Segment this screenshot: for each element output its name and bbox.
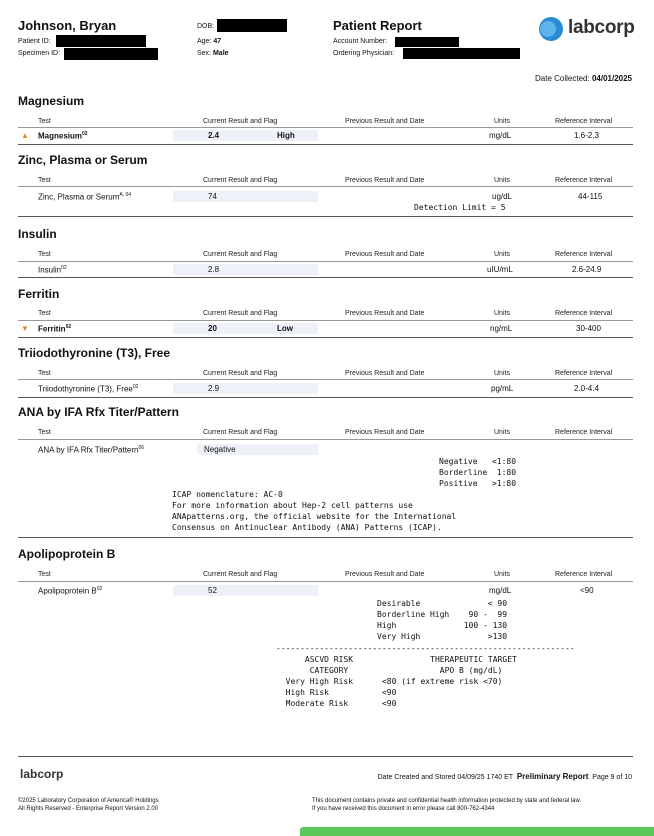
col-previous: Previous Result and Date (345, 429, 425, 436)
redaction-box (64, 48, 158, 60)
divider (18, 379, 633, 380)
reference-value: 2.0-4.4 (574, 384, 599, 393)
col-previous: Previous Result and Date (345, 370, 425, 377)
units-value: ug/dL (492, 192, 513, 201)
col-previous: Previous Result and Date (345, 571, 425, 578)
patient-name: Johnson, Bryan (18, 18, 117, 33)
sex-label: Sex: (197, 50, 212, 57)
col-units: Units (494, 251, 510, 258)
col-units: Units (494, 118, 510, 125)
confidential-notice (312, 797, 581, 813)
created-value: 04/09/25 1740 ET (457, 774, 513, 781)
result-value: 20 (208, 324, 217, 333)
section-title-ana: ANA by IFA Rfx Titer/Pattern (18, 405, 179, 419)
redaction-box (217, 19, 287, 32)
result-shade (173, 264, 318, 275)
test-name: Magnesium$^{02}$ (38, 131, 88, 141)
patient-id-label: Patient ID: (18, 38, 51, 45)
ana-ranges: Negative <1:80 Borderline 1:80 Positive >1:80 (439, 457, 517, 488)
section-title-zinc: Zinc, Plasma or Serum (18, 153, 148, 167)
col-current: Current Result and Flag (203, 251, 278, 258)
reference-value: <90 (580, 586, 594, 595)
divider (18, 581, 633, 582)
section-title-insulin: Insulin (18, 227, 57, 241)
col-units: Units (494, 177, 510, 184)
col-test: Test (38, 310, 51, 317)
section-title-t3: Triiodothyronine (T3), Free (18, 346, 171, 360)
age-value: 47 (213, 38, 222, 45)
units-value: mg/dL (489, 586, 512, 595)
units-value: mg/dL (489, 131, 512, 140)
redaction-box (56, 35, 146, 47)
reference-value: 2.6-24.9 (572, 265, 602, 274)
col-reference: Reference Interval (555, 310, 613, 317)
result-value: Negative (204, 445, 236, 454)
section-title-apob: Apolipoprotein B (18, 547, 116, 561)
age-label: Age: (197, 38, 212, 45)
units-value: ng/mL (490, 324, 513, 333)
dob-label: DOB: (197, 23, 215, 30)
result-value: 74 (208, 192, 217, 201)
divider (18, 216, 633, 217)
col-reference: Reference Interval (555, 429, 613, 436)
test-name: Apolipoprotein $B^{02}$ (38, 586, 103, 596)
copyright-line: All Rights Reserved - Enterprise Report Version 2.00 (18, 806, 159, 812)
result-value: 2.8 (208, 265, 220, 274)
divider (18, 439, 633, 440)
col-test: Test (38, 370, 51, 377)
divider (18, 186, 633, 187)
result-shade (173, 191, 318, 202)
col-reference: Reference Interval (555, 571, 613, 578)
redaction-box (403, 48, 520, 59)
date-collected-label: Date Collected: (535, 74, 590, 83)
result-value: 52 (208, 586, 217, 595)
page-number: Page 9 of 10 (592, 774, 632, 781)
sex-field (197, 50, 229, 57)
ana-comment: ICAP nomenclature: AC-0 For more information about Hep-2 cell patterns use ANApatterns.org, the official website for the International Consensus on Antinuclear Antibody (ANA) Patterns (ICAP). (172, 490, 457, 532)
result-shade (173, 323, 318, 334)
col-previous: Previous Result and Date (345, 177, 425, 184)
date-collected (535, 74, 632, 83)
col-test: Test (38, 251, 51, 258)
col-current: Current Result and Flag (203, 177, 278, 184)
report-title: Patient Report (333, 18, 422, 33)
result-shade (173, 383, 318, 394)
reference-value: 30-400 (576, 324, 601, 333)
divider (18, 337, 633, 338)
units-value: uIU/mL (487, 265, 513, 274)
col-reference: Reference Interval (555, 118, 613, 125)
test-name: ANA by IFA Rfx Titer/Pattern$^{06}$ (38, 445, 145, 455)
divider (18, 320, 633, 321)
report-status: Preliminary Report (516, 772, 589, 781)
labcorp-logo (538, 16, 638, 42)
col-reference: Reference Interval (555, 370, 613, 377)
test-name: Ferritin$^{02}$ (38, 324, 72, 334)
test-name: Zinc, Plasma or Serum$^{A, 04}$ (38, 192, 132, 202)
detection-limit-note: Detection Limit = 5 (414, 203, 506, 212)
col-current: Current Result and Flag (203, 370, 278, 377)
result-shade (173, 585, 318, 596)
footer-divider (18, 756, 633, 757)
notice-line: This document contains private and confidential health information protected by state and federal law. (312, 798, 582, 804)
copyright (18, 797, 159, 813)
section-title-magnesium: Magnesium (18, 94, 85, 108)
divider (18, 537, 633, 538)
apob-risk-table: -------------------------------------------------------------- ASCVD RISK THERAPEUTIC TARGET CATEGORY APO B (mg/dL) Very High Risk <80 (if extreme risk <70) High Risk <90 Moderate Risk <90 (276, 644, 575, 708)
result-flag: High (277, 131, 295, 140)
reference-value: 44-115 (578, 192, 603, 201)
col-current: Current Result and Flag (203, 571, 278, 578)
redaction-box (395, 37, 459, 47)
divider (18, 261, 633, 262)
reference-value: 1.6-2.3 (574, 131, 599, 140)
result-value: 2.4 (208, 131, 220, 140)
divider (18, 397, 633, 398)
date-collected-value: 04/01/2025 (591, 74, 632, 83)
sex-value: Male (212, 50, 229, 57)
copyright-line: ©2025 Laboratory Corporation of America® Holdings (18, 798, 159, 804)
col-reference: Reference Interval (555, 177, 613, 184)
col-current: Current Result and Flag (203, 310, 278, 317)
col-previous: Previous Result and Date (345, 310, 425, 317)
result-shade (173, 130, 318, 141)
footer-status (378, 772, 632, 781)
col-test: Test (38, 429, 51, 436)
test-name: Insulin$^{02}$ (38, 265, 67, 275)
units-value: pg/mL (491, 384, 514, 393)
logo-text: labcorp (568, 17, 635, 38)
col-current: Current Result and Flag (203, 429, 278, 436)
progress-bar (300, 827, 654, 836)
col-test: Test (38, 118, 51, 125)
col-test: Test (38, 177, 51, 184)
created-label: Date Created and Stored (377, 774, 456, 781)
flag-high-icon: ▲ (21, 131, 29, 140)
col-previous: Previous Result and Date (345, 118, 425, 125)
col-previous: Previous Result and Date (345, 251, 425, 258)
labcorp-logo-icon (538, 16, 564, 42)
footer-logo: labcorp (20, 767, 64, 781)
section-title-ferritin: Ferritin (18, 287, 60, 301)
col-reference: Reference Interval (555, 251, 613, 258)
result-value: 2.9 (208, 384, 220, 393)
apob-ranges: Desirable < 90 Borderline High 90 - 99 High 100 - 130 Very High >130 (377, 599, 508, 641)
divider (18, 144, 633, 145)
col-units: Units (494, 429, 510, 436)
col-test: Test (38, 571, 51, 578)
col-current: Current Result and Flag (203, 118, 278, 125)
flag-low-icon: ▼ (21, 324, 29, 333)
col-units: Units (494, 571, 510, 578)
account-label: Account Number: (333, 38, 388, 45)
result-flag: Low (277, 324, 293, 333)
physician-label: Ordering Physician: (333, 50, 395, 57)
specimen-id-label: Specimen ID: (18, 50, 61, 57)
test-name: Triiodothyronine (T3), Free$^{02}$ (38, 384, 139, 394)
divider (18, 277, 633, 278)
col-units: Units (494, 370, 510, 377)
age-field (197, 38, 221, 45)
notice-line: If you have received this document in error please call 800-762-4344 (312, 806, 495, 812)
divider (18, 127, 633, 128)
col-units: Units (494, 310, 510, 317)
